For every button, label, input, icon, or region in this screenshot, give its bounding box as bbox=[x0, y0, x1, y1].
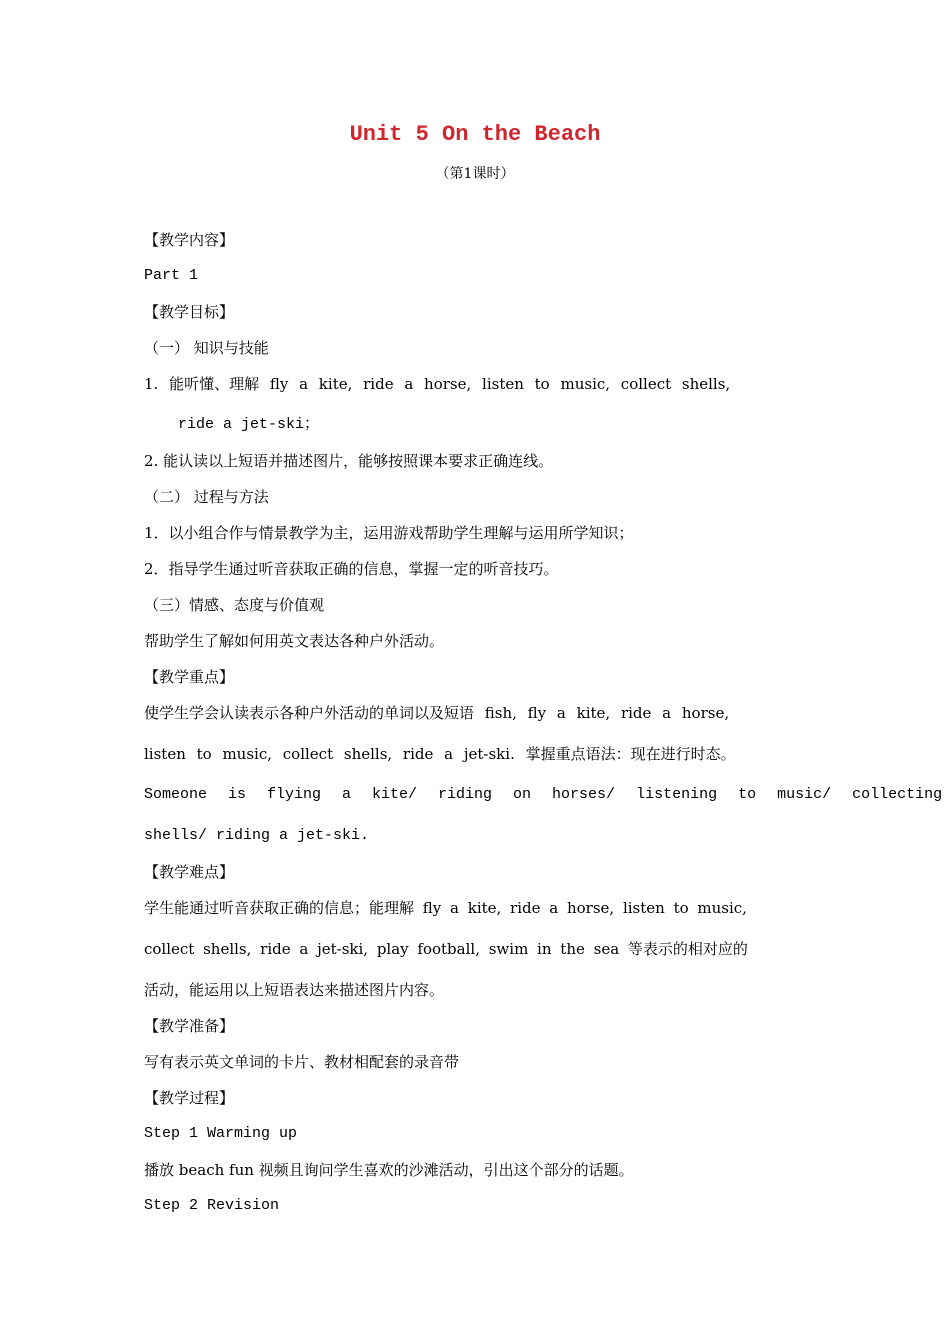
document-title: Unit 5 On the Beach bbox=[349, 122, 601, 147]
goal-item-1: 1. 能听懂、理解 fly a kite, ride a horse, listen to music, collect shells, bbox=[144, 375, 731, 393]
heading-teaching-content: 【教学内容】 bbox=[144, 231, 235, 249]
subheading-knowledge-skills: （一） 知识与技能 bbox=[144, 339, 269, 357]
content-part: Part 1 bbox=[144, 267, 199, 284]
heading-key-points: 【教学重点】 bbox=[144, 668, 235, 686]
preparation-text: 写有表示英文单词的卡片、教材相配套的录音带 bbox=[144, 1053, 460, 1071]
difficult-points-line-2: collect shells, ride a jet-ski, play football, swim in the sea 等表示的相对应的 bbox=[144, 940, 748, 958]
heading-difficult-points: 【教学难点】 bbox=[144, 863, 235, 881]
step-1-text: 播放 beach fun 视频且询问学生喜欢的沙滩活动，引出这个部分的话题。 bbox=[144, 1161, 634, 1179]
difficult-points-line-1: 学生能通过听音获取正确的信息；能理解 fly a kite, ride a horse, listen to music, bbox=[144, 899, 747, 917]
heading-preparation: 【教学准备】 bbox=[144, 1017, 235, 1035]
heading-teaching-process: 【教学过程】 bbox=[144, 1089, 235, 1107]
step-2-heading: Step 2 Revision bbox=[144, 1197, 280, 1214]
step-1-heading: Step 1 Warming up bbox=[144, 1125, 298, 1142]
attitude-text: 帮助学生了解如何用英文表达各种户外活动。 bbox=[144, 632, 445, 650]
heading-teaching-goals: 【教学目标】 bbox=[144, 303, 235, 321]
lesson-number: （第1课时） bbox=[435, 166, 515, 182]
subheading-process-method: （二） 过程与方法 bbox=[144, 488, 269, 506]
method-item-1: 1．以小组合作与情景教学为主，运用游戏帮助学生理解与运用所学知识； bbox=[144, 524, 634, 542]
method-item-2: 2．指导学生通过听音获取正确的信息，掌握一定的听音技巧。 bbox=[144, 560, 559, 578]
goal-item-2: 2. 能认读以上短语并描述图片，能够按照课本要求正确连线。 bbox=[144, 452, 554, 470]
key-points-line-4: shells/ riding a jet-ski. bbox=[144, 827, 370, 844]
key-points-line-3: Someone is flying a kite/ riding on horses/ listening to music/ collecting bbox=[144, 786, 943, 803]
difficult-points-line-3: 活动，能运用以上短语表达来描述图片内容。 bbox=[144, 981, 445, 999]
key-points-line-1: 使学生学会认读表示各种户外活动的单词以及短语 fish, fly a kite, ride a horse, bbox=[144, 704, 730, 722]
goal-item-1-cont: ride a jet-ski； bbox=[178, 416, 320, 433]
subheading-attitude-values: （三）情感、态度与价值观 bbox=[144, 596, 325, 614]
key-points-line-2: listen to music, collect shells, ride a jet-ski. 掌握重点语法：现在进行时态。 bbox=[144, 745, 736, 763]
